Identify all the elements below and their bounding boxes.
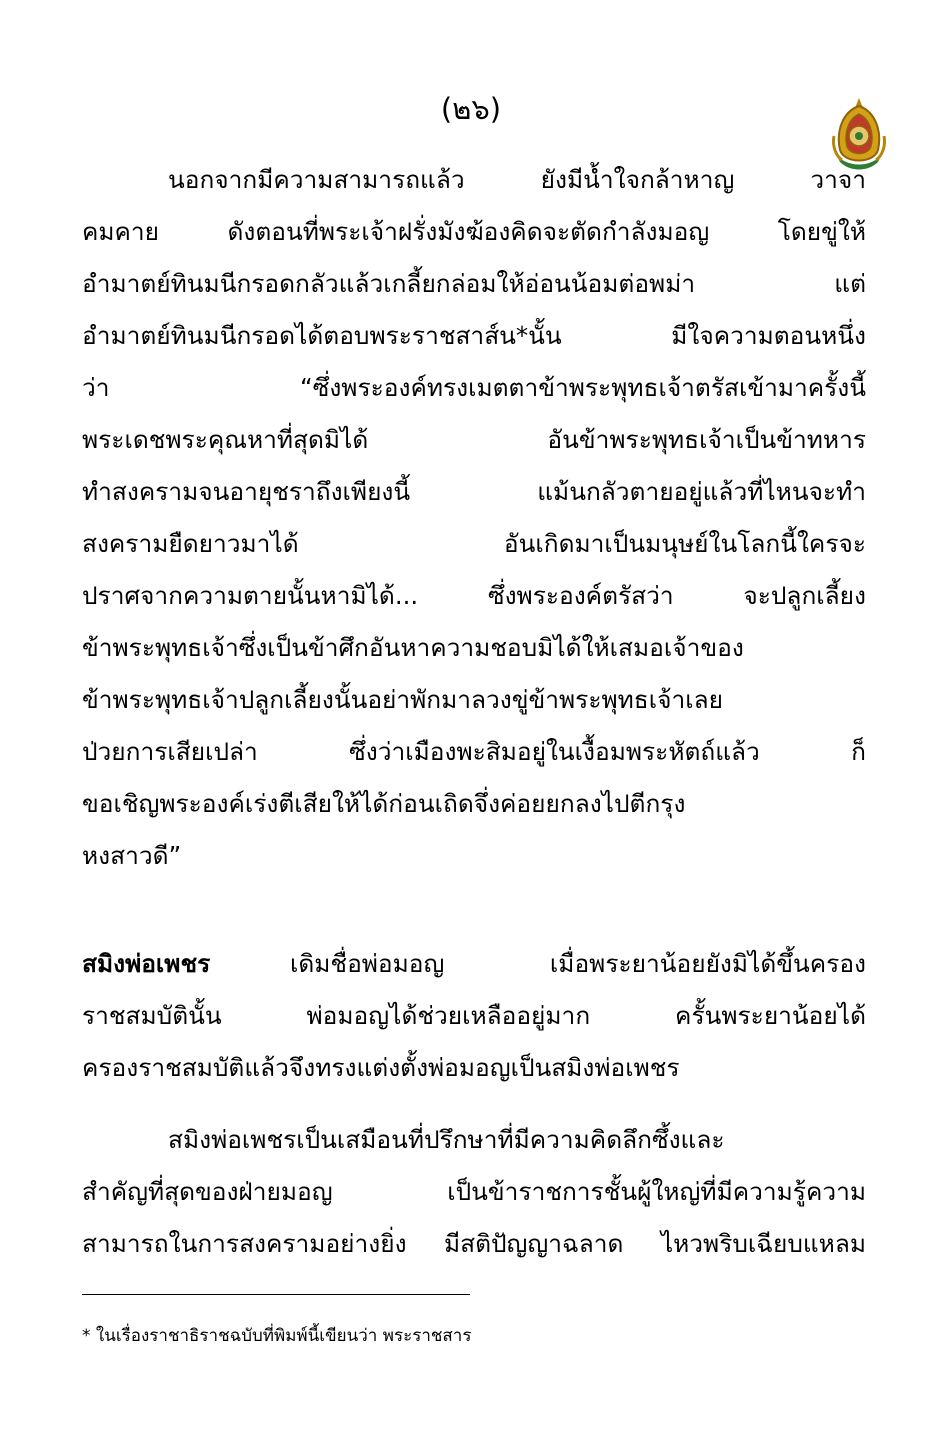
footnote-divider <box>82 1294 470 1295</box>
footnote: * ในเรื่องราชาธิราชฉบับที่พิมพ์นี้เขียนว่า พระราชสาร <box>82 1326 472 1346</box>
body-text-line: เดิมชื่อพ่อมอญ เมื่อพระยาน้อยยังมิได้ขึ้นครอง <box>290 949 866 978</box>
body-text-line: ปราศจากความตายนั้นหามิได้... ซึ่งพระองค์ตรัสว่า จะปลูกเลี้ยง <box>82 581 866 610</box>
royal-crest-emblem-icon <box>830 96 888 172</box>
term-label: สมิงพ่อเพชร <box>82 949 211 978</box>
body-text-line: ข้าพระพุทธเจ้าปลูกเลี้ยงนั้นอย่าพักมาลวงขู่ข้าพระพุทธเจ้าเลย <box>82 685 723 714</box>
body-text-line: ราชสมบัตินั้น พ่อมอญได้ช่วยเหลืออยู่มาก ครั้นพระยาน้อยได้ <box>82 1001 866 1030</box>
term-heading <box>82 949 262 978</box>
body-text-line: ป่วยการเสียเปล่า ซึ่งว่าเมืองพะสิมอยู่ในเงื้อมพระหัตถ์แล้ว ก็ <box>82 737 866 766</box>
body-text-line: สมิงพ่อเพชรเป็นเสมือนที่ปรึกษาที่มีความคิดลึกซึ้งและ <box>168 1125 725 1154</box>
body-text-line: อำมาตย์ทินมนีกรอดได้ตอบพระราชสาส์น*นั้น มีใจความตอนหนึ่ง <box>82 321 866 350</box>
body-text-line: หงสาวดี” <box>82 841 182 870</box>
page-number: (๒๖) <box>440 92 502 126</box>
body-text-line: สำคัญที่สุดของฝ่ายมอญ เป็นข้าราชการชั้นผู้ใหญ่ที่มีความรู้ความ <box>82 1177 866 1206</box>
body-text-line: สงครามยืดยาวมาได้ อันเกิดมาเป็นมนุษย์ในโลกนี้ใครจะ <box>82 529 866 558</box>
body-text-line: พระเดชพระคุณหาที่สุดมิได้ อันข้าพระพุทธเจ้าเป็นข้าทหาร <box>82 425 866 454</box>
body-text-line: อำมาตย์ทินมนีกรอดกลัวแล้วเกลี้ยกล่อมให้อ่อนน้อมต่อพม่า แต่ <box>82 269 866 298</box>
body-text-line: ทำสงครามจนอายุชราถึงเพียงนี้ แม้นกลัวตายอยู่แล้วที่ไหนจะทำ <box>82 477 866 506</box>
body-text-line: นอกจากมีความสามารถแล้ว ยังมีน้ำใจกล้าหาญ วาจา <box>168 165 866 194</box>
body-text-line: ครองราชสมบัติแล้วจึงทรงแต่งตั้งพ่อมอญเป็นสมิงพ่อเพชร <box>82 1053 680 1082</box>
body-text-line: ว่า “ซึ่งพระองค์ทรงเมตตาข้าพระพุทธเจ้าตรัสเข้ามาครั้งนี้ <box>82 373 866 402</box>
body-text-line: ขอเชิญพระองค์เร่งตีเสียให้ได้ก่อนเถิดจึ่งค่อยยกลงไปตีกรุง <box>82 789 686 818</box>
body-text-line: คมคาย ดังตอนที่พระเจ้าฝรั่งมังฆ้องคิดจะตัดกำลังมอญ โดยขู่ให้ <box>82 217 866 246</box>
body-text-line: ข้าพระพุทธเจ้าซึ่งเป็นข้าศึกอันหาความชอบมิได้ให้เสมอเจ้าของ <box>82 633 744 662</box>
body-text-line: สามารถในการสงครามอย่างยิ่ง มีสติปัญญาฉลาด ไหวพริบเฉียบแหลม <box>82 1229 866 1258</box>
